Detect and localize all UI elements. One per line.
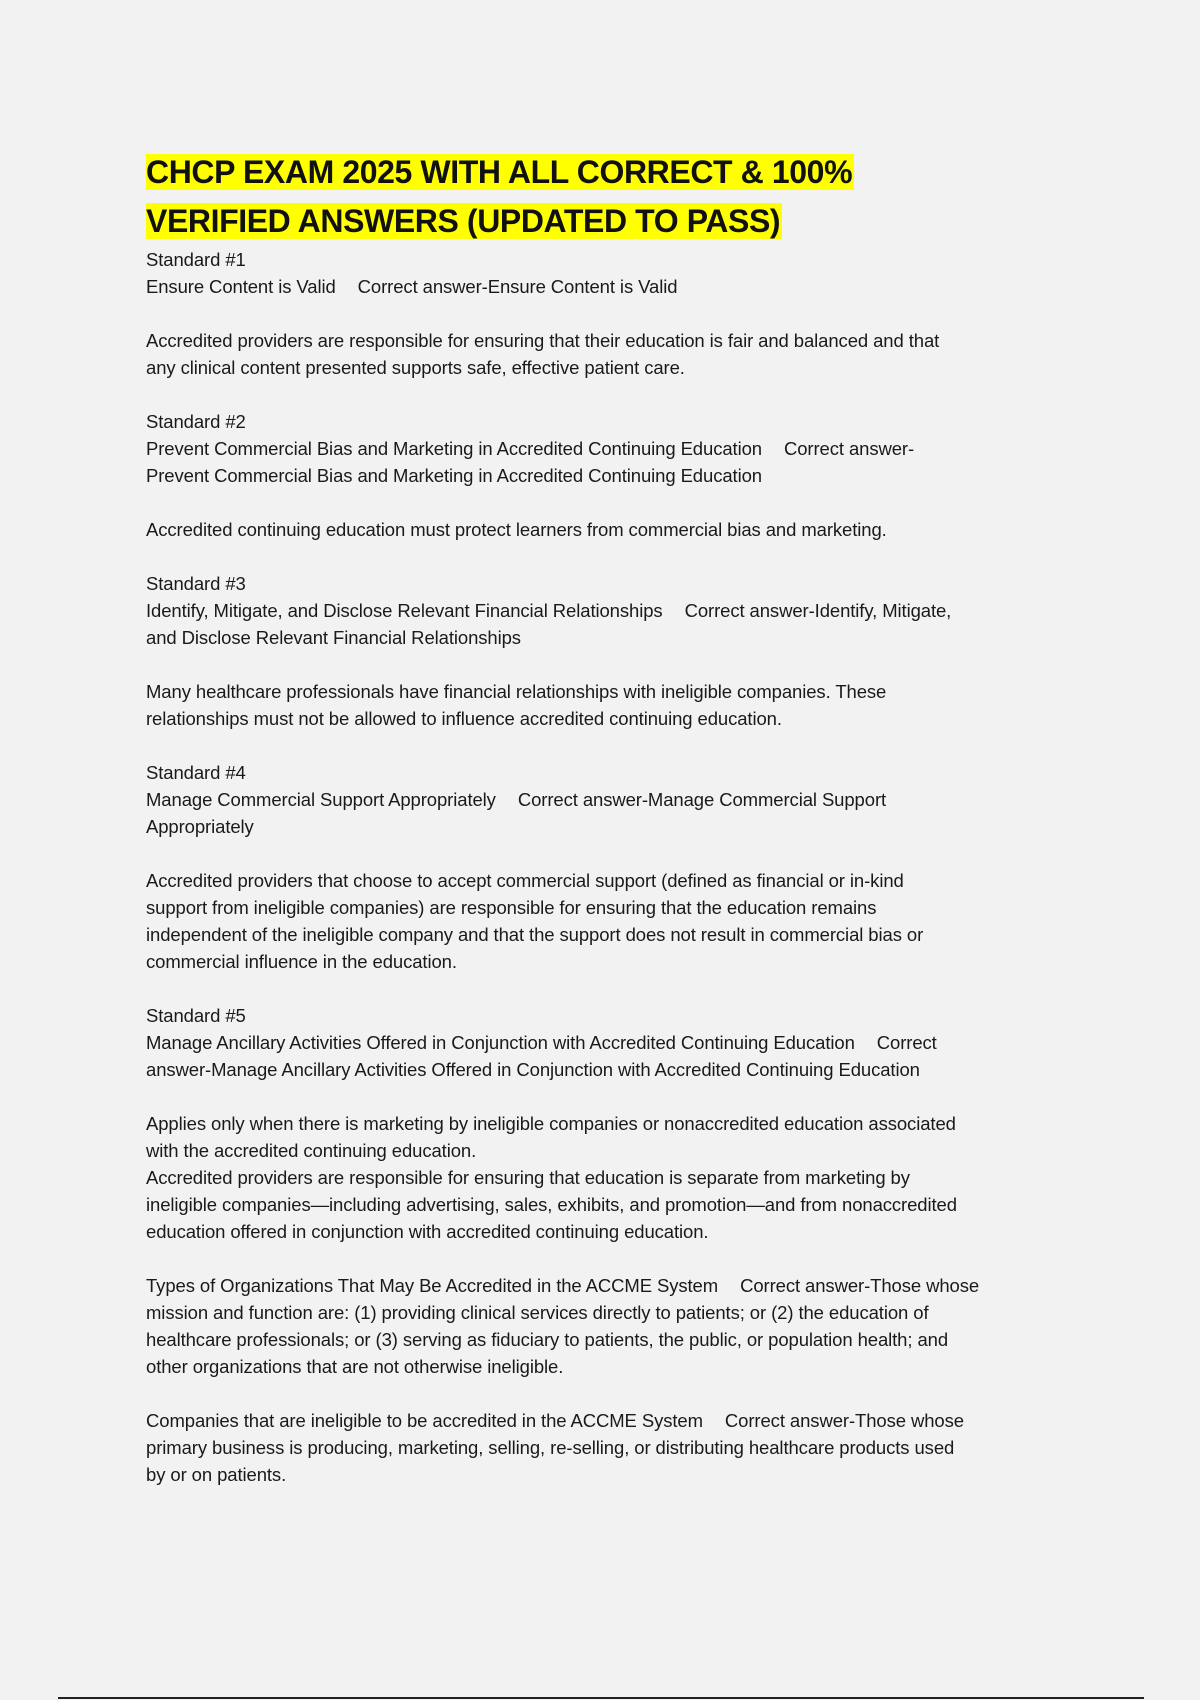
standard-3-question: Identify, Mitigate, and Disclose Relevant Financial Relationships [146,600,663,621]
organization-types-line-3: healthcare professionals; or (3) serving as fiduciary to patients, the public, or population health; and [146,1329,949,1350]
ineligible-companies-line-2: primary business is producing, marketing, selling, re-selling, or distributing healthcare products used [146,1437,955,1458]
standard-5-question: Manage Ancillary Activities Offered in Conjunction with Accredited Continuing Education [146,1032,855,1053]
standard-5-desc-line-2: with the accredited continuing education. [146,1140,477,1161]
ineligible-companies-block [146,1407,1066,1488]
standard-1-description [146,327,1066,381]
organization-types-line-2: mission and function are: (1) providing clinical services directly to patients; or (2) the education of [146,1302,929,1323]
standard-1-question-line [146,273,1066,300]
standard-4-question-line [146,786,1066,813]
standard-5-description [146,1110,1066,1245]
standard-4-question: Manage Commercial Support Appropriately [146,789,496,810]
standard-5-question-line [146,1029,1066,1056]
standard-4-label: Standard #4 [146,762,246,783]
standard-2-question: Prevent Commercial Bias and Marketing in Accredited Continuing Education [146,438,762,459]
standard-5-answer-part-1: Correct [876,1032,937,1053]
standard-4-heading-block [146,759,1066,840]
standard-2-heading-block [146,408,1066,489]
ineligible-companies-question: Companies that are ineligible to be accredited in the ACCME System [146,1410,703,1431]
standard-3-desc-line-2: relationships must not be allowed to influence accredited continuing education. [146,708,782,729]
standard-2-description [146,516,1066,543]
standard-4-desc-line-1: Accredited providers that choose to accept commercial support (defined as financial or in-kind [146,870,904,891]
standard-2-desc-line-1: Accredited continuing education must protect learners from commercial bias and marketing. [146,519,887,540]
standard-1-desc-line-1: Accredited providers are responsible for ensuring that their education is fair and balanced and that [146,330,940,351]
standard-4-answer-part-2: Appropriately [146,816,254,837]
ineligible-companies-line-3: by or on patients. [146,1464,287,1485]
organization-types-block [146,1272,1066,1380]
standard-3-description [146,678,1066,732]
standard-4-answer-part-1: Correct answer-Manage Commercial Support [517,789,887,810]
standard-4-desc-line-4: commercial influence in the education. [146,951,457,972]
standard-3-answer-part-1: Correct answer-Identify, Mitigate, [684,600,952,621]
organization-types-line-4: other organizations that are not otherwise ineligible. [146,1356,564,1377]
standard-2-answer-part-1: Correct answer- [783,438,915,459]
organization-types-answer-part-1: Correct answer-Those whose [740,1275,980,1296]
standard-5-desc-line-3: Accredited providers are responsible for ensuring that education is separate from marketing by [146,1167,910,1188]
document-content [146,148,1066,1515]
standard-5-desc-line-1: Applies only when there is marketing by ineligible companies or nonaccredited education associated [146,1113,956,1134]
standard-1-question: Ensure Content is Valid [146,276,336,297]
standard-2-answer-part-2: Prevent Commercial Bias and Marketing in Accredited Continuing Education [146,465,762,486]
standard-3-desc-line-1: Many healthcare professionals have financial relationships with ineligible companies. These [146,681,887,702]
organization-types-question-line [146,1272,1066,1299]
standard-4-description [146,867,1066,975]
standard-5-heading-block [146,1002,1066,1083]
standard-1-desc-line-2: any clinical content presented supports safe, effective patient care. [146,357,685,378]
title-line-1: CHCP EXAM 2025 WITH ALL CORRECT & 100% [146,154,853,190]
standard-3-answer-part-2: and Disclose Relevant Financial Relationships [146,627,521,648]
ineligible-companies-answer-part-1: Correct answer-Those whose [724,1410,964,1431]
document-body [146,246,1066,1488]
standard-2-label: Standard #2 [146,411,246,432]
standard-5-desc-line-5: education offered in conjunction with accredited continuing education. [146,1221,709,1242]
standard-2-question-line [146,435,1066,462]
standard-5-desc-line-4: ineligible companies—including advertising, sales, exhibits, and promotion—and from nonaccredited [146,1194,957,1215]
standard-4-desc-line-3: independent of the ineligible company and that the support does not result in commercial bias or [146,924,924,945]
standard-1-heading-block [146,246,1066,300]
footer-divider [58,1697,1144,1699]
organization-types-question: Types of Organizations That May Be Accredited in the ACCME System [146,1275,719,1296]
ineligible-companies-question-line [146,1407,1066,1434]
standard-5-answer-part-2: answer-Manage Ancillary Activities Offered in Conjunction with Accredited Continuing Education [146,1059,920,1080]
standard-5-label: Standard #5 [146,1005,246,1026]
standard-4-desc-line-2: support from ineligible companies) are responsible for ensuring that the education remains [146,897,877,918]
standard-3-question-line [146,597,1066,624]
standard-3-label: Standard #3 [146,573,246,594]
standard-1-label: Standard #1 [146,249,246,270]
standard-1-answer: Correct answer-Ensure Content is Valid [357,276,678,297]
title-line-2: VERIFIED ANSWERS (UPDATED TO PASS) [146,203,781,239]
document-title [146,148,1066,246]
standard-3-heading-block [146,570,1066,651]
